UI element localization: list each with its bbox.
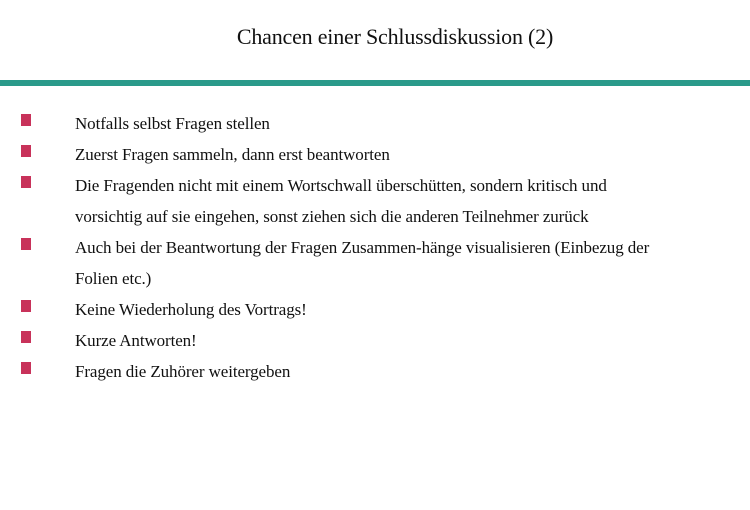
- square-bullet-icon: [21, 362, 31, 374]
- bullet-text: Die Fragenden nicht mit einem Wortschwall überschütten, sondern kritisch und vorsichtig auf sie eingehen, sonst ziehen sich die anderen Teilnehmer zurück: [75, 176, 607, 226]
- bullet-text: Auch bei der Beantwortung der Fragen Zusammen-hänge visualisieren (Einbezug der Folien etc.): [75, 238, 650, 288]
- title-divider: [0, 80, 750, 86]
- square-bullet-icon: [21, 176, 31, 188]
- slide-title: Chancen einer Schlussdiskussion (2): [236, 24, 554, 49]
- bullet-text: Keine Wiederholung des Vortrags!: [75, 300, 307, 319]
- bullet-item: [0, 294, 750, 325]
- square-bullet-icon: [21, 331, 31, 343]
- bullet-text: Zuerst Fragen sammeln, dann erst beantworten: [75, 145, 390, 164]
- square-bullet-icon: [21, 145, 31, 157]
- bullet-item: [0, 170, 750, 232]
- square-bullet-icon: [21, 238, 31, 250]
- square-bullet-icon: [21, 300, 31, 312]
- bullet-item: [0, 325, 750, 356]
- bullet-item: [0, 108, 750, 139]
- bullet-item: [0, 139, 750, 170]
- bullet-item: [0, 232, 750, 294]
- square-bullet-icon: [21, 114, 31, 126]
- bullet-item: [0, 356, 750, 387]
- bullet-list: [0, 108, 750, 387]
- bullet-text: Fragen die Zuhörer weitergeben: [75, 362, 291, 381]
- bullet-text: Notfalls selbst Fragen stellen: [75, 114, 270, 133]
- bullet-text: Kurze Antworten!: [75, 331, 197, 350]
